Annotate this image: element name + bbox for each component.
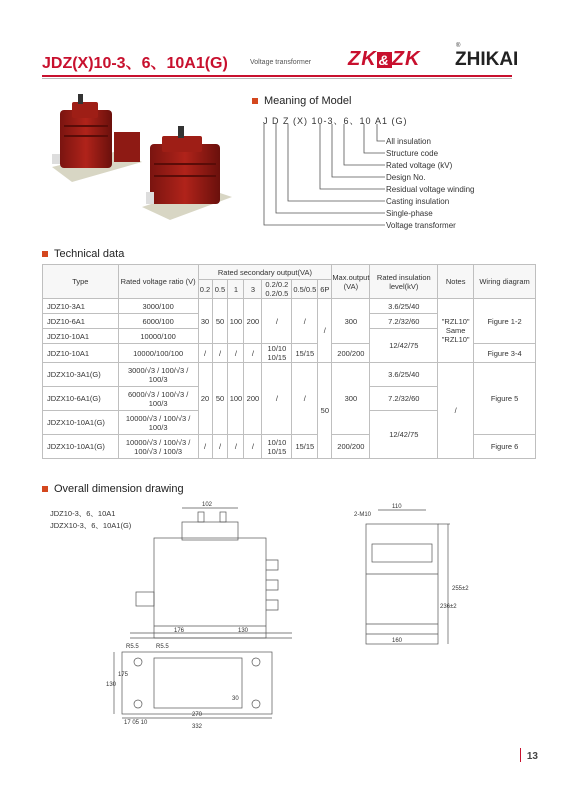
logo-amp: & [378,52,390,68]
cell-notes: "RZL10" Same "RZL10" [438,299,474,363]
subheader-cell: 0.2/0.2 0.2/0.5 [262,280,292,299]
cell-ratio: 10000/100 [118,329,198,344]
model-label: Rated voltage (kV) [386,161,453,170]
table-row [43,363,536,387]
header-rule-thin [42,78,512,79]
dim-label: 270 [192,712,203,718]
cell-ratio: 3000/√3 / 100/√3 / 100/3 [118,363,198,387]
cell-ratio: 6000/100 [118,314,198,329]
cell-ratio: 3000/100 [118,299,198,314]
technical-table [42,264,536,459]
dimension-model-line: JDZX10-3、6、10A1(G) [50,521,132,530]
logo-right: ZK [391,48,421,70]
cell-value: 100 [228,363,244,435]
dim-label: 176 [174,628,185,634]
cell-value: / [292,363,318,435]
cell-insulation: 7.2/32/60 [370,387,438,411]
cell-value: 200 [244,363,262,435]
cell-value: / [212,435,228,459]
dim-label: 102 [202,502,213,508]
model-label: Casting insulation [386,197,450,206]
dim-label: 175 [118,672,129,678]
dim-label: 236±2 [440,604,457,610]
dim-label: 30 [232,696,239,702]
dim-label: 17 05 10 [124,720,148,726]
model-label: Structure code [386,149,439,158]
cell-value: 50 [318,363,332,459]
cell-value: 50 [212,299,228,344]
cell-type: JDZ10-6A1 [43,314,119,329]
model-label: Design No. [386,173,426,182]
cell-type: JDZ10-3A1 [43,299,119,314]
subheader-cell: 0.2 [198,280,212,299]
model-label: Single-phase [386,209,433,218]
cell-value: 15/15 [292,435,318,459]
cell-value: 15/15 [292,344,318,363]
dimension-heading: Overall dimension drawing [42,483,184,495]
section-bullet-icon [252,98,258,104]
cell-value: / [262,363,292,435]
page-number: 13 [526,751,538,762]
page-subtitle: Voltage transformer [250,59,312,66]
cell-type: JDZ10-10A1 [43,344,119,363]
cell-type: JDZX10-10A1(G) [43,435,119,459]
side-view-body [366,524,438,644]
model-heading: Meaning of Model [252,95,351,107]
dim-label: 160 [392,638,403,644]
cell-value: / [318,299,332,363]
subheader-cell: 3 [244,280,262,299]
dim-label: R5.5 [156,644,169,650]
header-rule [42,75,512,77]
cell-ratio: 10000/√3 / 100/√3 / 100/√3 / 100/3 [118,435,198,459]
cell-ratio: 10000/100/100 [118,344,198,363]
cell-wiring: Figure 1-2 [474,299,536,344]
cell-value: 300 [332,299,370,344]
dim-label: 110 [392,504,402,510]
cell-value: 50 [212,363,228,435]
model-label: Residual voltage winding [386,185,475,194]
subheader-cell: 6P [318,280,332,299]
cell-value: 10/10 10/15 [262,344,292,363]
transformer-left [52,94,142,182]
dim-label: 130 [238,628,249,634]
cell-insulation: 12/42/75 [370,329,438,363]
dim-label: R5.5 [126,644,139,650]
dimension-drawing [42,500,536,732]
table-row [43,299,536,314]
section-bullet-icon [42,486,48,492]
page-number-bar [520,748,521,762]
cell-value: / [212,344,228,363]
dimension-model-line: JDZ10-3、6、10A1 [50,509,116,518]
cell-ratio: 6000/√3 / 100/√3 / 100/3 [118,387,198,411]
header-insulation: Rated insulation level(kV) [370,265,438,299]
cell-wiring: Figure 3-4 [474,344,536,363]
cell-value: / [244,344,262,363]
cell-value: / [292,299,318,344]
logo-left: ZK [348,48,377,70]
front-view-body [154,538,266,638]
subheader-cell: 1 [228,280,244,299]
brand-name: ZHIKAI [455,49,519,70]
product-photo [42,92,232,222]
cell-insulation: 3.6/25/40 [370,363,438,387]
cell-value: / [262,299,292,344]
brand-logo [348,48,420,71]
cell-value: / [198,435,212,459]
cell-wiring: Figure 6 [474,435,536,459]
cell-type: JDZ10-10A1 [43,329,119,344]
cell-insulation: 3.6/25/40 [370,299,438,314]
subheader-cell: 0.5/0.5 [292,280,318,299]
model-label: Voltage transformer [386,221,456,230]
cell-notes: / [438,363,474,459]
cell-type: JDZX10-3A1(G) [43,363,119,387]
cell-type: JDZX10-6A1(G) [43,387,119,411]
model-label: All insulation [386,137,431,146]
model-leader-lines [260,124,385,230]
cell-value: / [244,435,262,459]
cell-value: 10/10 10/15 [262,435,292,459]
technical-heading: Technical data [42,248,124,260]
header-type: Type [43,265,119,299]
header-ratio: Rated voltage ratio (V) [118,265,198,299]
cell-type: JDZX10-10A1(G) [43,411,119,435]
cell-wiring: Figure 5 [474,363,536,435]
cell-value: / [228,344,244,363]
section-bullet-icon [42,251,48,257]
cell-value: 200 [244,299,262,344]
cell-ratio: 10000/√3 / 100/√3 / 100/3 [118,411,198,435]
header-notes: Notes [438,265,474,299]
transformer-right [142,126,232,220]
subheader-cell: 0.5 [212,280,228,299]
header-secondary: Rated secondary output(VA) [198,265,332,280]
page-title: JDZ(X)10-3、6、10A1(G) [42,55,228,72]
cell-value: 20 [198,363,212,435]
plan-view-body [122,652,272,714]
header-wiring: Wiring diagram [474,265,536,299]
dim-label: 332 [192,724,203,730]
cell-insulation: 7.2/32/60 [370,314,438,329]
header-max: Max.output (VA) [332,265,370,299]
model-code: J D Z (X) 10-3、6、10 A1 (G) [263,116,408,126]
cell-value: 300 [332,363,370,435]
cell-value: 200/200 [332,344,370,363]
dim-label: 2-M10 [354,512,372,518]
registered-mark: ® [456,43,461,49]
table-header-row [43,265,536,280]
cell-value: / [198,344,212,363]
dim-label: 255±2 [452,586,469,592]
cell-value: 100 [228,299,244,344]
dim-label: 130 [106,682,117,688]
cell-value: 30 [198,299,212,344]
cell-value: / [228,435,244,459]
cell-insulation: 12/42/75 [370,411,438,459]
cell-value: 200/200 [332,435,370,459]
